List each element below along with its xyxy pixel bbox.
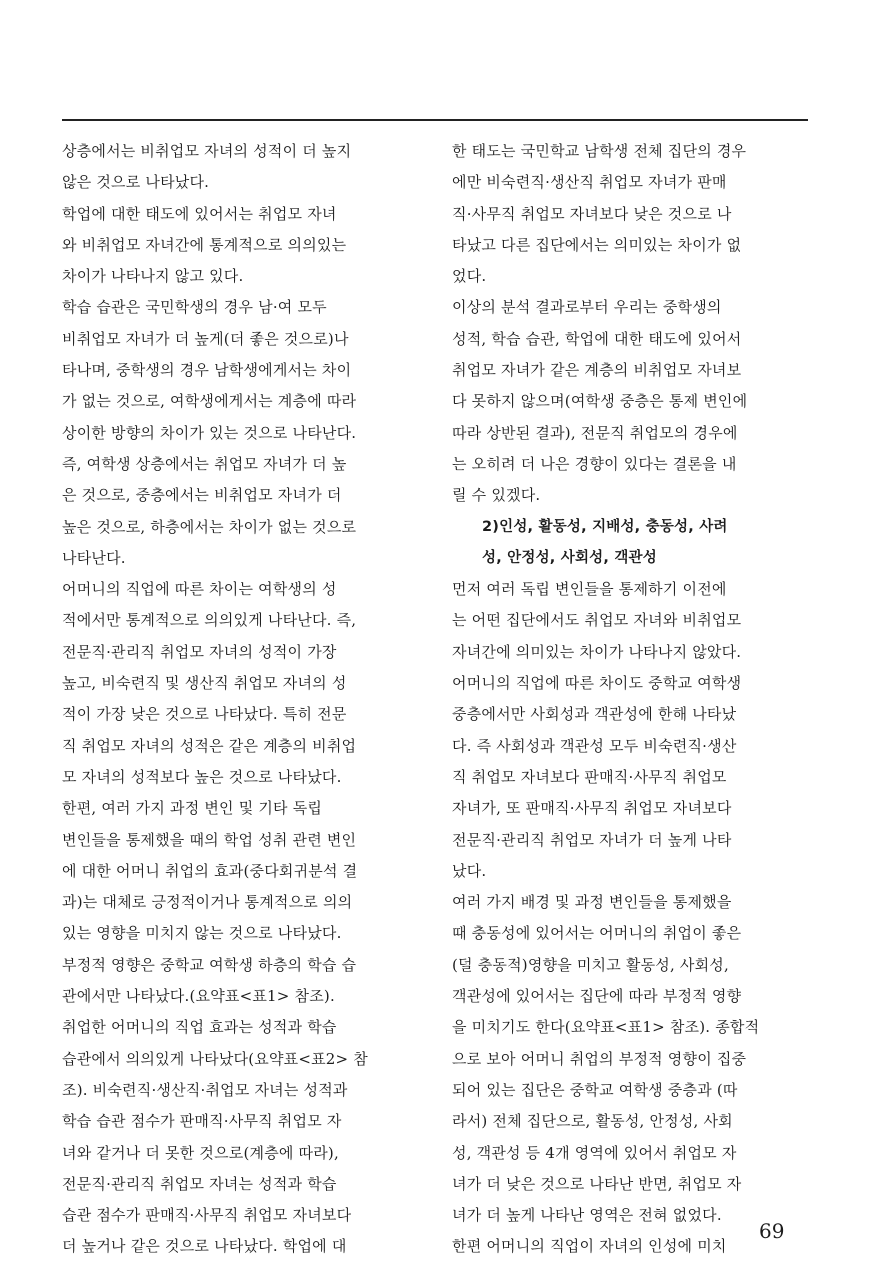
paragraph: 상층에서는 비취업모 자녀의 성적이 더 높지 않은 것으로 나타났다. [62, 142, 352, 192]
page-number: 69 [759, 1219, 785, 1243]
section-subheading: 2)인성, 활동성, 지배성, 충동성, 사려 성, 안정성, 사회성, 객관성 [482, 518, 728, 566]
paragraph: 어머니의 직업에 따른 차이는 여학생의 성 적에서만 통계적으로 의의있게 나타난다. 즉, 전문직·관리직 취업모 자녀의 성적이 가장 높고, 비숙련직 및 생산직 취업모 자녀의 성 적이 가장 낮은 것으로 나타났다. 특히 전문 직 취업모 자녀의 성적은 같은 계층의 비취업 모 자녀의 성적보다 높은 것으로 나타났다. [62, 580, 357, 786]
paragraph: 학습 습관은 국민학생의 경우 남·여 모두 비취업모 자녀가 더 높게(더 좋은 것으로)나 타나며, 중학생의 경우 남학생에게서는 차이 가 없는 것으로, 여학생에게서는 계층에 따라 상이한 방향의 차이가 있는 것으로 나타난다. 즉, 여학생 상층에서는 취업모 자녀가 더 높 은 것으로, 중층에서는 비취업모 자녀가 더 높은 것으로, 하층에서는 차이가 없는 것으로 나타난다. [62, 298, 357, 567]
paragraph: 먼저 여러 독립 변인들을 통제하기 이전에 는 어떤 집단에서도 취업모 자녀와 비취업모 자녀간에 의미있는 차이가 나타나지 않았다. 어머니의 직업에 따른 차이도 중학교 여학생 중층에서만 사회성과 객관성에 한해 나타났 다. 즉 사회성과 객관성 모두 비숙련직·생산 직 취업모 자녀보다 판매직·사무직 취업모 자녀가, 또 판매직·사무직 취업모 자녀보다 전문직·관리직 취업모 자녀가 더 높게 나타 났다. [452, 580, 742, 880]
paragraph: 이상의 분석 결과로부터 우리는 중학생의 성적, 학습 습관, 학업에 대한 태도에 있어서 취업모 자녀가 같은 계층의 비취업모 자녀보 다 못하지 않으며(여학생 중층은 통제 변인에 따라 상반된 결과), 전문직 취업모의 경우에 는 오히려 더 나은 경향이 있다는 결론을 내 릴 수 있겠다. [452, 298, 748, 505]
right-column [452, 136, 810, 1263]
paragraph: 취업한 어머니의 직업 효과는 성적과 학습 습관에서 의의있게 나타났다(요약표<표2> 참 조). 비숙련직·생산직·취업모 자녀는 성적과 학습 습관 점수가 판매직·사무직 취업모 자 녀와 같거나 더 못한 것으로(계층에 따라), 전문직·관리직 취업모 자녀는 성적과 학습 습관 점수가 판매직·사무직 취업모 자녀보다 더 높거나 같은 것으로 나타났다. 학업에 대 [62, 1018, 368, 1256]
paragraph: 여러 가지 배경 및 과정 변인들을 통제했을 때 충동성에 있어서는 어머니의 취업이 좋은 (덜 충동적)영향을 미치고 활동성, 사회성, 객관성에 있어서는 집단에 따라 부정적 영향 을 미치기도 한다(요약표<표1> 참조). 종합적 으로 보아 어머니 취업의 부정적 영향이 집중 되어 있는 집단은 중학교 여학생 중층과 (따 라서) 전체 집단으로, 활동성, 안정성, 사회 성, 객관성 등 4개 영역에 있어서 취업모 자 녀가 더 낮은 것으로 나타난 반면, 취업모 자 녀가 더 높게 나타난 영역은 전혀 없었다. [452, 893, 760, 1225]
paragraph: 학업에 대한 태도에 있어서는 취업모 자녀 와 비취업모 자녀간에 통계적으로 의의있는 차이가 나타나지 않고 있다. [62, 204, 347, 286]
paragraph: 한편, 여러 가지 과정 변인 및 기타 독립 변인들을 통제했을 때의 학업 성취 관련 변인 에 대한 어머니 취업의 효과(중다회귀분석 결 과)는 대체로 긍정적이거나 통계적으로 의의 있는 영향을 미치지 않는 것으로 나타났다. 부정적 영향은 중학교 여학생 하층의 학습 습 관에서만 나타났다.(요약표<표1> 참조). [62, 799, 358, 1006]
paragraph: 한편 어머니의 직업이 자녀의 인성에 미치 [452, 1237, 727, 1256]
top-rule [62, 119, 808, 121]
paragraph: 한 태도는 국민학교 남학생 전체 집단의 경우 에만 비숙련직·생산직 취업모 자녀가 판매 직·사무직 취업모 자녀보다 낮은 것으로 나 타났고 다른 집단에서는 의미있는 차이가 없 었다. [452, 142, 747, 286]
left-column [62, 136, 420, 1263]
